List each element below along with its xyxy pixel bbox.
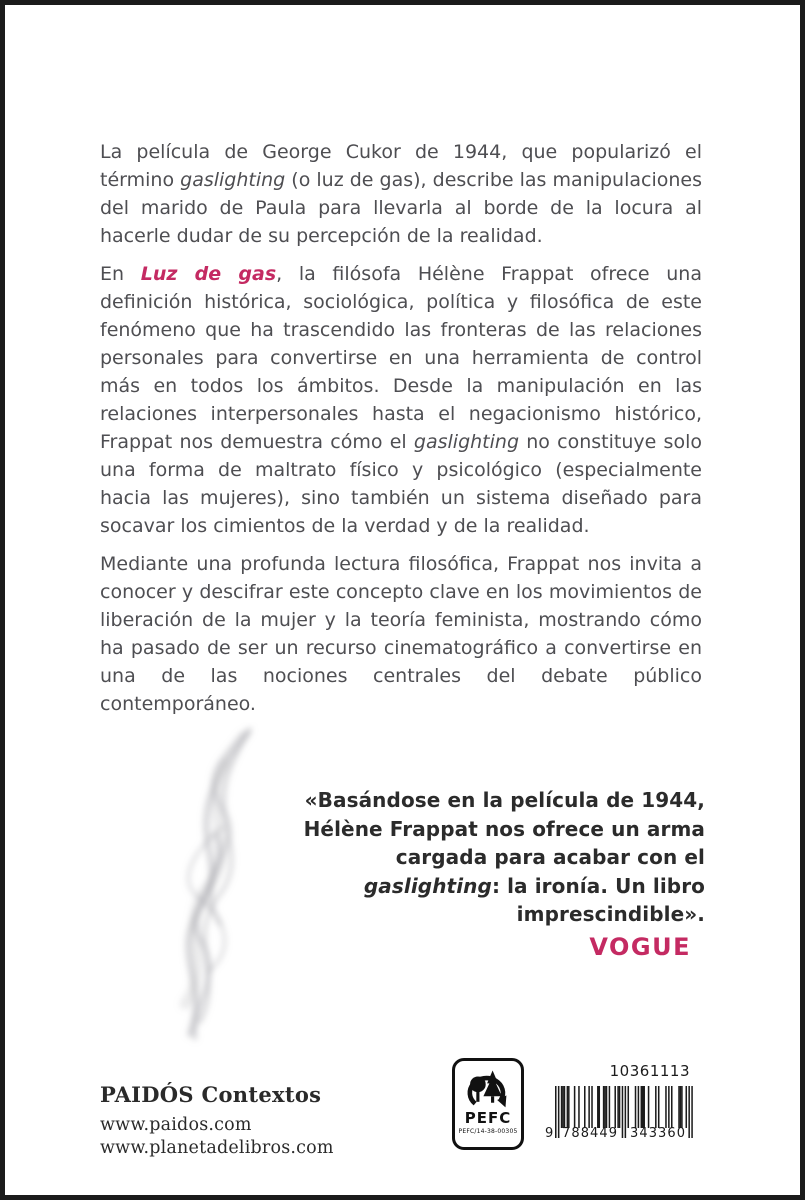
imprint-name: PAIDÓS Contextos (100, 1082, 322, 1107)
publisher-url-paidos: www.paidos.com (100, 1115, 252, 1135)
synopsis (100, 138, 702, 728)
barcode-digits-right: 3 4 3 3 6 0 (630, 1126, 685, 1141)
imprint-block (100, 1082, 334, 1160)
synopsis-paragraph-1: La película de George Cukor de 1944, que popularizó el término gaslighting (o luz de gas), describe las manipulaciones del marido de Paula para llevarla al borde de la locura al hacerle dudar de su percepción de la realidad. (100, 141, 702, 247)
publisher-url-planetadelibros: www.planetadelibros.com (100, 1138, 334, 1158)
synopsis-paragraph-2: En Luz de gas, la filósofa Hélène Frappat ofrece una definición histórica, sociológica, política y filosófica de este fenómeno que ha trascendido las fronteras de las relaciones personales para convertirse en una herramienta de control más en todos los ámbitos. Desde la manipulación en las relaciones interpersonales hasta el negacionismo histórico, Frappat nos demuestra cómo el gaslighting no constituye solo una forma de maltrato físico y psicológico (especialmente hacia las mujeres), sino también un sistema diseñado para socavar los cimientos de la verdad y de la realidad. (100, 263, 702, 537)
barcode (545, 1062, 693, 1152)
barcode-number: 10361113 (609, 1062, 690, 1080)
pefc-code: PEFC/14-38-00305 (458, 1128, 518, 1135)
barcode-first-digit: 9 (545, 1126, 554, 1141)
quote-source: VOGUE (589, 932, 691, 961)
barcode-digits-left: 7 8 8 4 4 9 (562, 1126, 617, 1141)
quote-text: «Basándose en la película de 1944, Hélène Frappat nos ofrece un arma cargada para acabar con el gaslighting: la ironía. Un libro imprescindible». (303, 788, 705, 926)
press-quote (265, 786, 705, 961)
synopsis-paragraph-3: Mediante una profunda lectura filosófica, Frappat nos invita a conocer y descifrar este concepto clave en los movimientos de liberación de la mujer y la teoría feminista, mostrando cómo ha pasado de ser un recurso cinematográfico a convertirse en una de las nociones centrales del debate público contemporáneo. (100, 553, 702, 715)
pefc-label: PEFC (464, 1109, 512, 1127)
pefc-logo (452, 1058, 524, 1150)
pefc-trees-icon (460, 1065, 516, 1111)
